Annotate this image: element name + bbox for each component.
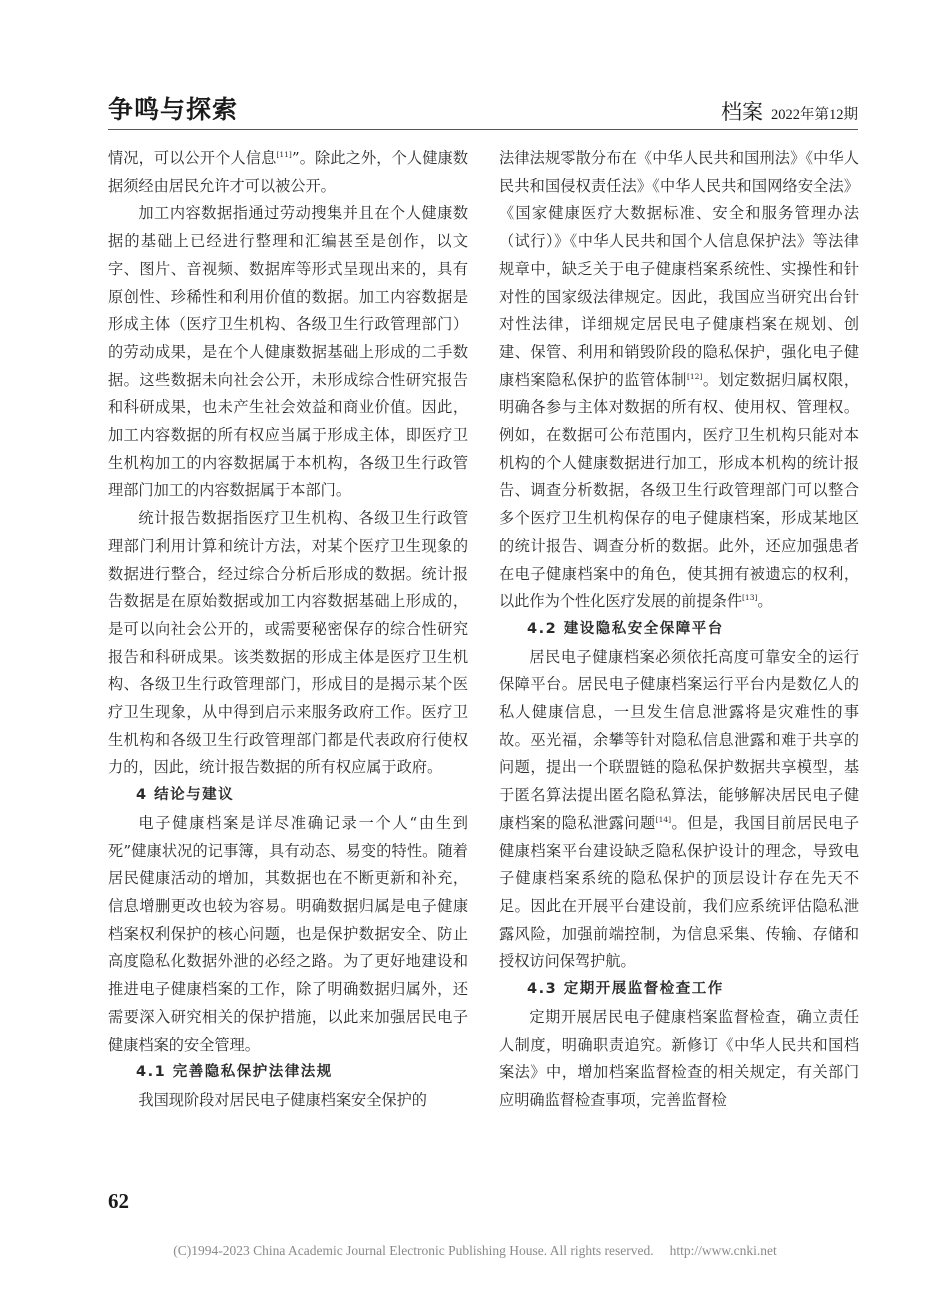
left-column — [108, 145, 468, 1115]
paragraph — [499, 644, 859, 976]
paragraph: 加工内容数据指通过劳动搜集并且在个人健康数据的基础上已经进行整理和汇编甚至是创作，以文字、图片、音视频、数据库等形式呈现出来的，具有原创性、珍稀性和利用价值的数据。加工内容数据是形成主体（医疗卫生机构、各级卫生行政管理部门）的劳动成果，是在个人健康数据基础上形成的二手数据。这些数据未向社会公开，未形成综合性研究报告和科研成果，也未产生社会效益和商业价值。因此，加工内容数据的所有权应当属于形成主体，即医疗卫生机构加工的内容数据属于本机构，各级卫生行政管理部门加工的内容数据属于本部门。 — [108, 204, 468, 500]
page-number: 62 — [108, 1189, 129, 1213]
copyright-text: (C)1994-2023 China Academic Journal Electronic Publishing House. All rights reserved. — [173, 1243, 654, 1258]
text-run: 情况，可以公开个人信息 — [108, 149, 277, 167]
section-heading-4-1: 4.1 完善隐私保护法律法规 — [136, 1064, 333, 1081]
paragraph: 定期开展居民电子健康档案监督检查，确立责任人制度，明确职责追究。新修订《中华人民共和国档案法》中，增加档案监督检查的相关规定，有关部门应明确监督检查事项，完善监督检 — [499, 1007, 859, 1109]
text-run: 。但是，我国目前居民电子健康档案平台建设缺乏隐私保护设计的理念，导致电子健康档案系统的隐私保护的顶层设计存在先天不足。因此在开展平台建设前，我们应系统评估隐私泄露风险，加强前端控制，为信息采集、传输、存储和授权访问保驾护航。 — [499, 813, 860, 971]
right-column — [499, 145, 859, 1115]
paragraph: 电子健康档案是详尽准确记录一个人“由生到死”健康状况的记事簿，具有动态、易变的特性。随着居民健康活动的增加，其数据也在不断更新和补充，信息增删更改也较为容易。明确数据归属是电子健康档案权利保护的核心问题，也是保护数据安全、防止高度隐私化数据外泄的必经之路。为了更好地建设和推进电子健康档案的工作，除了明确数据归属外，还需要深入研究相关的保护措施，以此来加强居民电子健康档案的安全管理。 — [108, 813, 468, 1054]
text-run: 。划定数据归属权限，明确各参与主体对数据的所有权、使用权、管理权。例如，在数据可公布范围内，医疗卫生机构只能对本机构的个人健康数据进行加工，形成本机构的统计报告、调查分析数据，各级卫生行政管理部门可以整合多个医疗卫生机构保存的电子健康档案，形成某地区的统计报告、调查分析的数据。此外，还应加强患者在电子健康档案中的角色，使其拥有被遗忘的权利，以此作为个性化医疗发展的前提条件 — [499, 370, 860, 611]
copyright-footer — [0, 1243, 950, 1259]
issue-label: 2022年第12期 — [771, 107, 858, 123]
text-run: 法律法规零散分布在《中华人民共和国刑法》《中华人民共和国侵权责任法》《中华人民共和国网络安全法》《国家健康医疗大数据标准、安全和服务管理办法（试行）》《中华人民共和国个人信息保护法》等法律规章中，缺乏关于电子健康档案系统性、实操性和针对性的国家级法律规定。因此，我国应当研究出台针对性法律，详细规定居民电子健康档案在规划、创建、保管、利用和销毁阶段的隐私保护，强化电子健康档案隐私保护的监管体制 — [499, 149, 859, 389]
text-run: 居民电子健康档案必须依托高度可靠安全的运行保障平台。居民电子健康档案运行平台内是数亿人的私人健康信息，一旦发生信息泄露将是灾难性的事故。巫光福，余攀等针对隐私信息泄露和难于共享的问题，提出一个联盟链的隐私保护数据共享模型，基于匿名算法提出匿名隐私算法，能够解决居民电子健康档案的隐私泄露问题 — [499, 647, 859, 832]
text-run: ”。除此之外，个人健康数据须经由居民允许才可以被公开。 — [108, 149, 469, 195]
section-title: 争鸣与探索 — [108, 95, 239, 124]
journal-name: 档案 — [721, 100, 763, 124]
citation-12: [12] — [686, 371, 703, 381]
citation-13: [13] — [742, 593, 758, 603]
paragraph — [108, 145, 468, 200]
citation-11: [11] — [276, 150, 292, 159]
text-run: 。 — [757, 592, 773, 611]
journal-header — [721, 96, 858, 126]
header-divider — [108, 129, 858, 130]
section-heading-4-2: 4.2 建设隐私安全保障平台 — [527, 620, 724, 637]
section-heading-4-3: 4.3 定期开展监督检查工作 — [527, 981, 724, 998]
cnki-link[interactable]: http://www.cnki.net — [669, 1243, 777, 1258]
paragraph: 统计报告数据指医疗卫生机构、各级卫生行政管理部门利用计算和统计方法，对某个医疗卫生现象的数据进行整合，经过综合分析后形成的数据。统计报告数据是在原始数据或加工内容数据基础上形成的，是可以向社会公开的，或需要秘密保存的综合性研究报告和科研成果。该类数据的形成主体是医疗卫生机构、各级卫生行政管理部门，形成目的是揭示某个医疗卫生现象，从中得到启示来服务政府工作。医疗卫生机构和各级卫生行政管理部门都是代表政府行使权力的，因此，统计报告数据的所有权应属于政府。 — [108, 509, 468, 777]
citation-14: [14] — [655, 814, 672, 824]
paragraph — [499, 145, 859, 616]
paragraph: 我国现阶段对居民电子健康档案安全保护的 — [138, 1090, 427, 1109]
section-heading-4: 4 结论与建议 — [136, 787, 235, 804]
